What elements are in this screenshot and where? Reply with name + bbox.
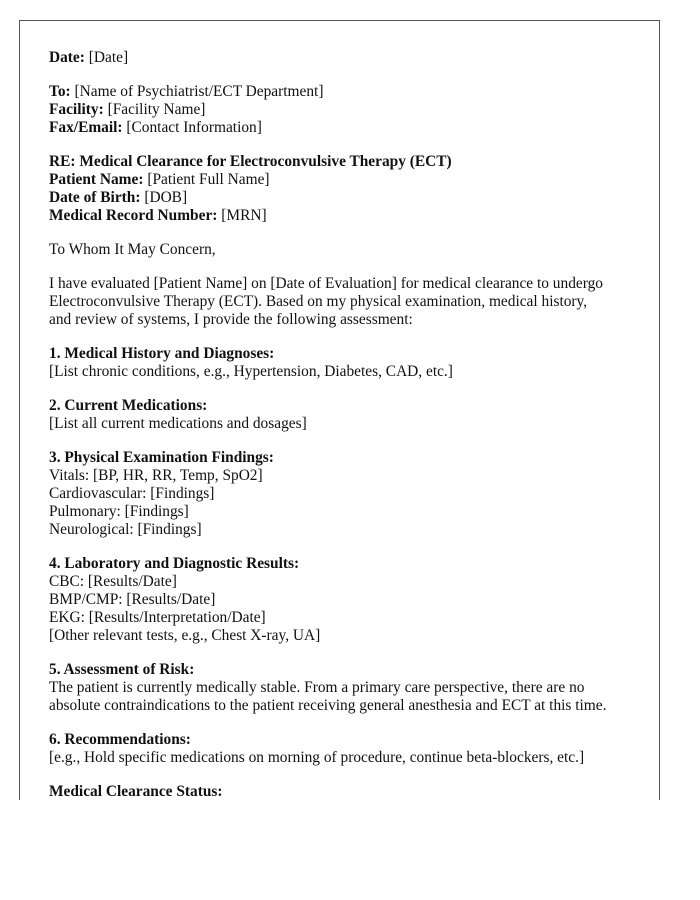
to-label: To:	[49, 83, 71, 100]
to-value: [Name of Psychiatrist/ECT Department]	[74, 83, 324, 100]
mrn-value: [MRN]	[221, 207, 267, 224]
letter-content	[49, 49, 649, 800]
patient-block	[49, 153, 649, 225]
dob-label: Date of Birth:	[49, 189, 141, 206]
section-heading: Medical Clearance Status:	[49, 783, 223, 800]
section-recommendations	[49, 731, 649, 767]
section-line: EKG: [Results/Interpretation/Date]	[49, 609, 266, 626]
section-history	[49, 345, 649, 381]
section-heading: 6. Recommendations:	[49, 731, 191, 748]
intro-line: and review of systems, I provide the following assessment:	[49, 311, 413, 328]
facility-line	[49, 101, 649, 119]
section-line: [List all current medications and dosages]	[49, 415, 307, 432]
section-line: [e.g., Hold specific medications on morning of procedure, continue beta-blockers, etc.]	[49, 749, 585, 766]
recipient-block	[49, 83, 649, 137]
patient-name-value: [Patient Full Name]	[147, 171, 270, 188]
section-heading: 2. Current Medications:	[49, 397, 208, 414]
section-line: BMP/CMP: [Results/Date]	[49, 591, 216, 608]
patient-name-line	[49, 171, 649, 189]
contact-line	[49, 119, 649, 137]
contact-value: [Contact Information]	[126, 119, 262, 136]
date-line	[49, 49, 649, 67]
salutation-block	[49, 241, 649, 259]
section-line: The patient is currently medically stable. From a primary care perspective, there are no	[49, 679, 585, 696]
intro-paragraph	[49, 275, 649, 329]
patient-name-label: Patient Name:	[49, 171, 144, 188]
date-value: [Date]	[88, 49, 129, 66]
section-exam	[49, 449, 649, 539]
mrn-label: Medical Record Number:	[49, 207, 218, 224]
facility-label: Facility:	[49, 101, 104, 118]
section-line: Pulmonary: [Findings]	[49, 503, 189, 520]
dob-line	[49, 189, 649, 207]
section-line: Cardiovascular: [Findings]	[49, 485, 215, 502]
section-line: Neurological: [Findings]	[49, 521, 202, 538]
section-heading: 1. Medical History and Diagnoses:	[49, 345, 275, 362]
contact-label: Fax/Email:	[49, 119, 123, 136]
letter-page	[19, 20, 660, 800]
to-line	[49, 83, 649, 101]
section-status	[49, 783, 649, 800]
mrn-line	[49, 207, 649, 225]
date-block	[49, 49, 649, 67]
section-line: Vitals: [BP, HR, RR, Temp, SpO2]	[49, 467, 263, 484]
section-line: [List chronic conditions, e.g., Hypertension, Diabetes, CAD, etc.]	[49, 363, 453, 380]
dob-value: [DOB]	[144, 189, 188, 206]
section-line: CBC: [Results/Date]	[49, 573, 177, 590]
section-medications	[49, 397, 649, 433]
section-heading: 3. Physical Examination Findings:	[49, 449, 274, 466]
section-heading: 5. Assessment of Risk:	[49, 661, 195, 678]
section-heading: 4. Laboratory and Diagnostic Results:	[49, 555, 300, 572]
section-line: absolute contraindications to the patient receiving general anesthesia and ECT at this time.	[49, 697, 607, 714]
section-risk	[49, 661, 649, 715]
intro-line: I have evaluated [Patient Name] on [Date of Evaluation] for medical clearance to undergo	[49, 275, 603, 292]
facility-value: [Facility Name]	[107, 101, 206, 118]
intro-line: Electroconvulsive Therapy (ECT). Based on my physical examination, medical history,	[49, 293, 588, 310]
section-line: [Other relevant tests, e.g., Chest X-ray, UA]	[49, 627, 321, 644]
date-label: Date:	[49, 49, 85, 66]
section-labs	[49, 555, 649, 645]
re-line: RE: Medical Clearance for Electroconvulsive Therapy (ECT)	[49, 153, 452, 170]
salutation: To Whom It May Concern,	[49, 241, 216, 258]
